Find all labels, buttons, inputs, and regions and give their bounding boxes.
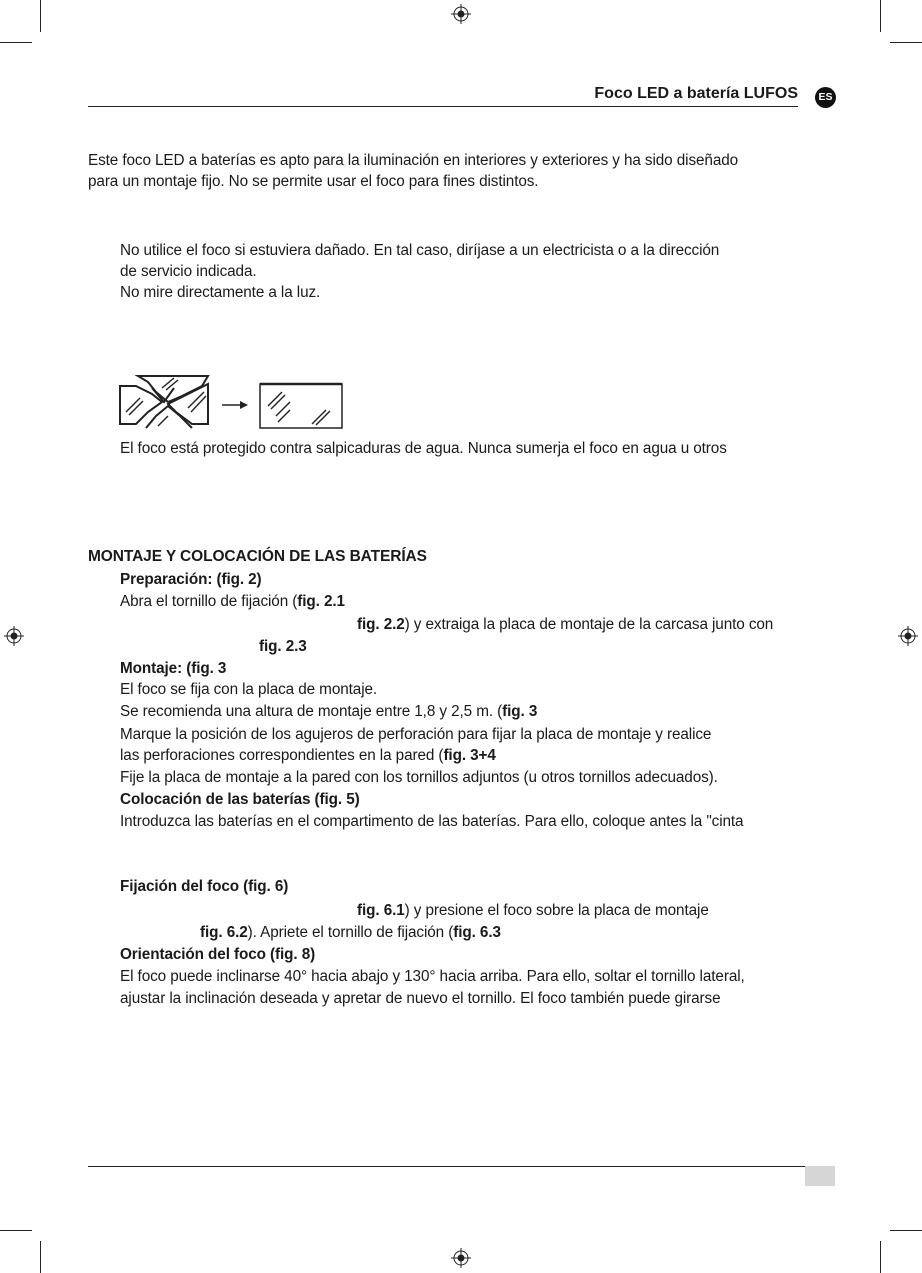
text-line — [88, 172, 538, 192]
text-line — [259, 637, 307, 657]
text-segment: Abra el tornillo de fijación ( — [120, 593, 298, 610]
bold-text: fig. 6.2 — [200, 924, 248, 941]
text-segment: Se recomienda una altura de montaje entre 1,8 y 2,5 m. ( — [120, 703, 503, 720]
crop-mark — [890, 42, 922, 43]
text-segment: El foco puede inclinarse 40° hacia abajo y 130° hacia arriba. Para ello, soltar el tornillo lateral, — [120, 968, 745, 985]
text-segment: Introduzca las baterías en el compartimento de las baterías. Para ello, coloque antes la "cinta — [120, 813, 744, 830]
text-line — [357, 615, 773, 635]
text-segment: El foco se fija con la placa de montaje. — [120, 681, 378, 698]
text-segment: ). Apriete el tornillo de fijación ( — [247, 924, 454, 941]
header-title: Foco LED a batería LUFOS — [594, 85, 798, 102]
crop-mark — [40, 0, 41, 32]
bold-text: fig. 6.3 — [453, 924, 501, 941]
crop-mark — [0, 1230, 32, 1231]
bold-text: fig. 2.1 — [297, 593, 345, 610]
text-line — [120, 945, 315, 965]
text-line — [120, 570, 262, 590]
registration-mark-icon — [4, 626, 24, 646]
registration-mark-icon — [898, 626, 918, 646]
text-line — [120, 262, 257, 282]
text-line — [120, 659, 226, 679]
page-number-box — [805, 1166, 835, 1186]
bold-text: Fijación del foco (fig. 6) — [120, 878, 289, 895]
text-segment: Marque la posición de los agujeros de perforación para fijar la placa de montaje y realice — [120, 726, 712, 743]
bold-text: Orientación del foco (fig. 8) — [120, 946, 316, 963]
registration-mark-icon — [451, 1248, 471, 1268]
bold-text: Montaje: (fig. 3 — [120, 660, 227, 677]
crop-mark — [0, 42, 32, 43]
text-line — [120, 680, 377, 700]
text-line — [120, 967, 745, 987]
text-line — [120, 241, 719, 261]
registration-mark-icon — [451, 4, 471, 24]
bold-text: MONTAJE Y COLOCACIÓN DE LAS BATERÍAS — [88, 548, 427, 565]
broken-glass-icon — [118, 372, 358, 432]
text-line — [88, 151, 738, 171]
bold-text: fig. 2.2 — [357, 616, 405, 633]
bold-text: Colocación de las baterías (fig. 5) — [120, 791, 360, 808]
text-line — [120, 812, 743, 832]
text-segment: Fije la placa de montaje a la pared con los tornillos adjuntos (u otros tornillos adecuados). — [120, 769, 718, 786]
text-line — [120, 768, 718, 788]
section-heading — [88, 547, 427, 567]
header-rule — [88, 106, 798, 107]
text-segment: ) y extraiga la placa de montaje de la carcasa junto con — [404, 616, 774, 633]
text-line — [200, 923, 501, 943]
text-line — [120, 989, 721, 1009]
footer-rule — [88, 1166, 835, 1167]
text-line — [120, 283, 320, 303]
bold-text: fig. 3+4 — [443, 747, 496, 764]
bold-text: Preparación: (fig. 2) — [120, 571, 262, 588]
text-segment: para un montaje fijo. No se permite usar el foco para fines distintos. — [88, 173, 539, 190]
crop-mark — [40, 1241, 41, 1273]
text-line — [120, 725, 711, 745]
text-segment: Este foco LED a baterías es apto para la iluminación en interiores y exteriores y ha sido diseñado — [88, 152, 739, 169]
crop-mark — [880, 1241, 881, 1273]
text-segment: ajustar la inclinación deseada y apretar de nuevo el tornillo. El foco también puede girarse — [120, 990, 721, 1007]
text-line — [120, 592, 345, 612]
text-line — [120, 746, 496, 766]
text-line — [120, 877, 288, 897]
text-line — [357, 901, 709, 921]
crop-mark — [880, 0, 881, 32]
bold-text: fig. 2.3 — [259, 638, 307, 655]
language-badge: ES — [815, 87, 836, 108]
text-segment: El foco está protegido contra salpicaduras de agua. Nunca sumerja el foco en agua u otros — [120, 440, 727, 457]
text-segment: las perforaciones correspondientes en la pared ( — [120, 747, 444, 764]
bold-text: fig. 6.1 — [357, 902, 405, 919]
text-line — [120, 439, 727, 459]
crop-mark — [890, 1230, 922, 1231]
text-segment: ) y presione el foco sobre la placa de montaje — [404, 902, 709, 919]
text-segment: No mire directamente a la luz. — [120, 284, 321, 301]
text-line — [120, 702, 537, 722]
text-line — [120, 790, 360, 810]
text-segment: No utilice el foco si estuviera dañado. En tal caso, diríjase a un electricista o a la dirección — [120, 242, 720, 259]
text-segment: de servicio indicada. — [120, 263, 257, 280]
bold-text: fig. 3 — [502, 703, 538, 720]
